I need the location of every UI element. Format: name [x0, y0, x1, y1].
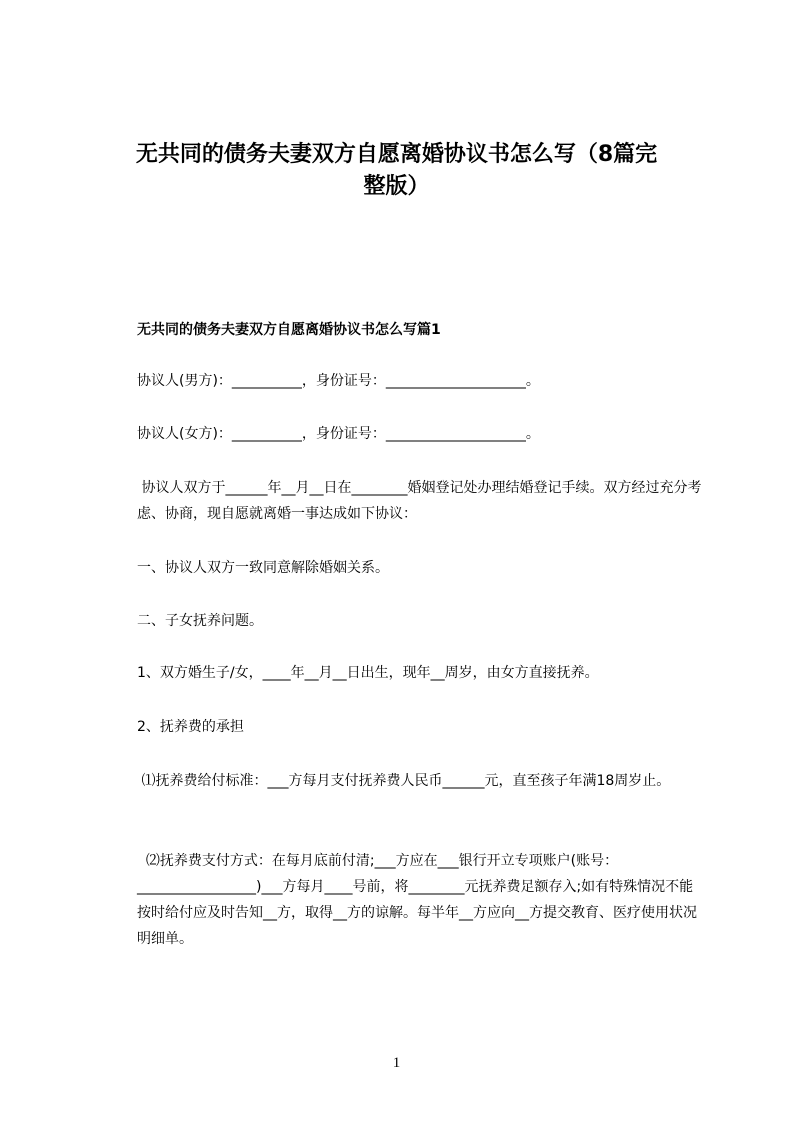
paragraph-support-heading: 2、抚养费的承担 [137, 719, 244, 735]
document-title-line-2: 整版） [363, 174, 430, 199]
document-title-line-1: 无共同的债务夫妻双方自愿离婚协议书怎么写（8篇完 [135, 142, 658, 167]
paragraph-clause-2: 二、子女抚养问题。 [137, 613, 263, 629]
paragraph-marriage-registration: 协议人双方于______年__月__日在________婚姻登记处办理结婚登记手续。双方经过充分考虑、协商，现自愿就离婚一事达成如下协议： [137, 480, 702, 522]
section-heading: 无共同的债务夫妻双方自愿离婚协议书怎么写篇1 [137, 322, 441, 338]
paragraph-support-payment: ⑵抚养费支付方式：在每月底前付清;___方应在___银行开立专项账户(账号：_________________)___方每月____号前，将________元抚养费足额存入;如有特殊情况不能按时给付应及时告知__方，取得__方的谅解。每半年__方应向__方提交教育、医疗使用状况明细单。 [137, 853, 697, 947]
document-title [100, 139, 693, 203]
paragraph-child-custody: 1、双方婚生子/女，____年__月__日出生，现年__周岁，由女方直接抚养。 [137, 665, 599, 681]
page-number: 1 [392, 1055, 401, 1071]
paragraph-support-standard: ⑴抚养费给付标准：___方每月支付抚养费人民币______元，直至孩子年满18周岁止。 [137, 773, 671, 789]
paragraph-clause-1: 一、协议人双方一致同意解除婚姻关系。 [137, 560, 389, 576]
paragraph-female-party: 协议人(女方)：__________，身份证号：____________________。 [137, 426, 540, 442]
paragraph-male-party: 协议人(男方)：__________，身份证号：____________________。 [137, 373, 540, 389]
